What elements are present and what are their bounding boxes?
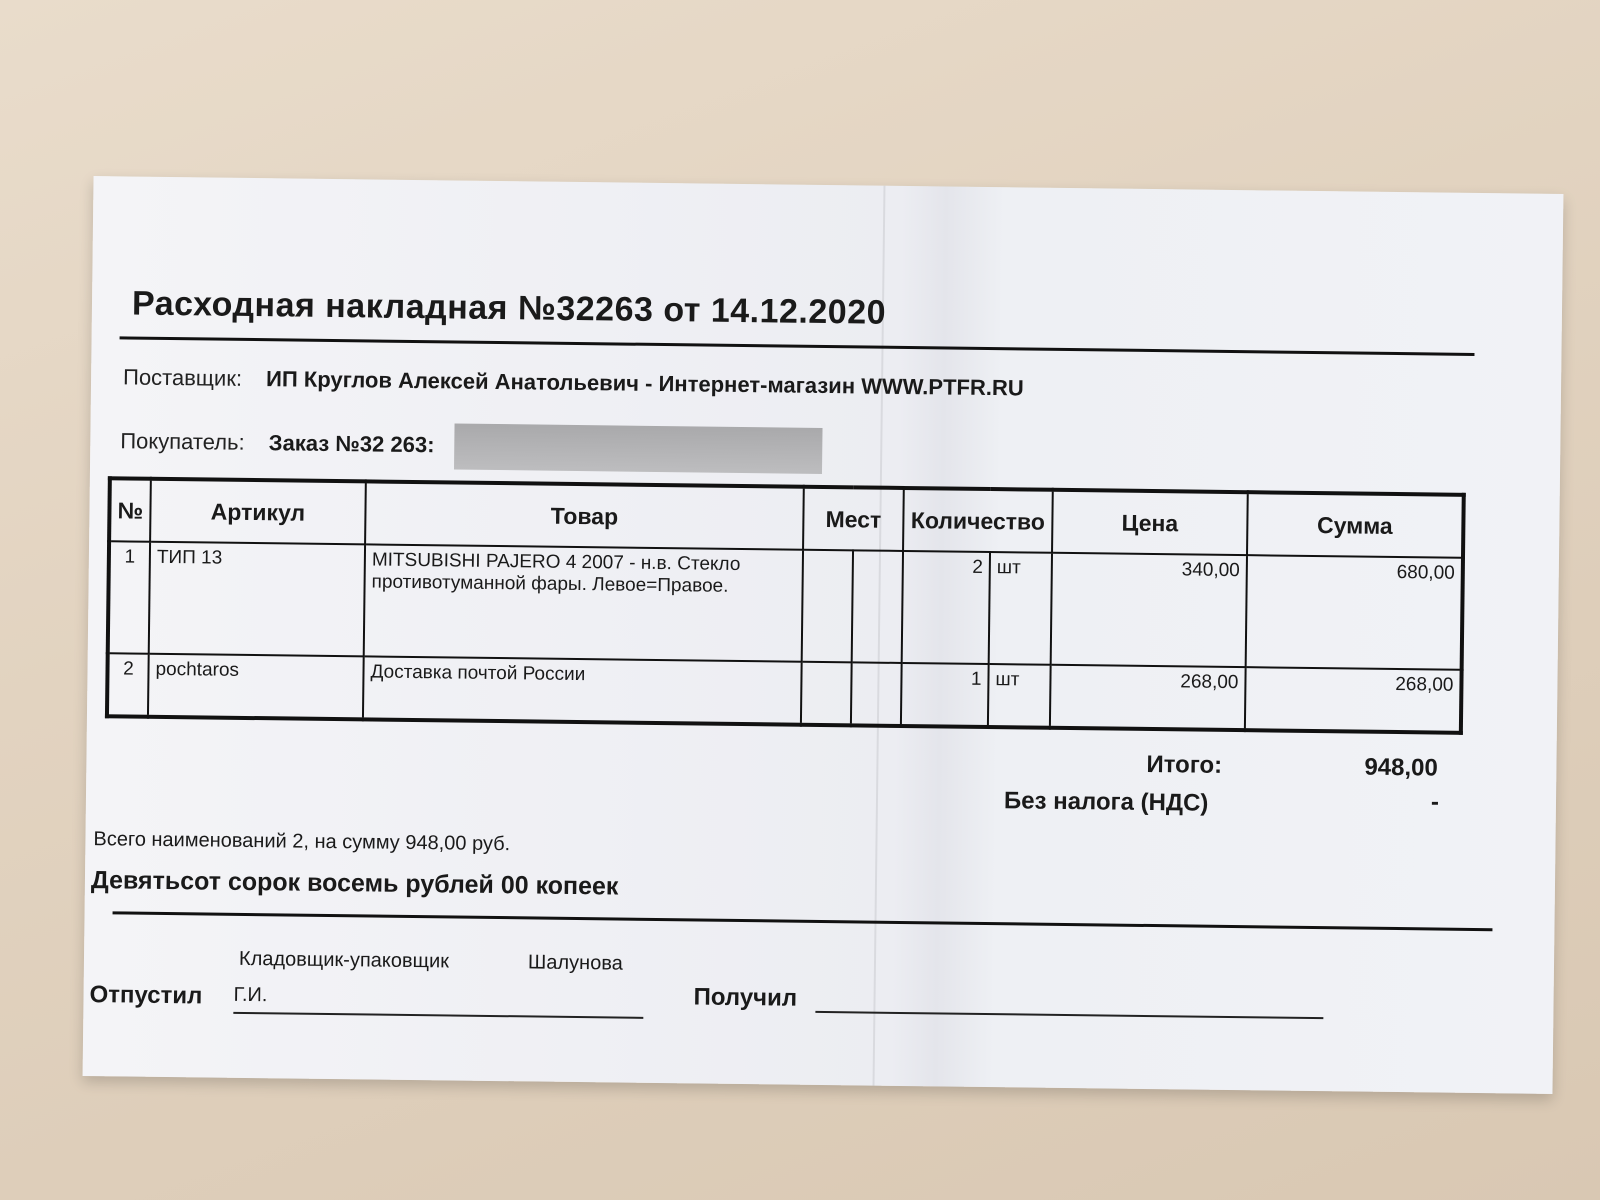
- buyer-line: [120, 419, 823, 474]
- received-signature-line: [815, 1011, 1323, 1019]
- cell-article: pochtaros: [148, 654, 364, 720]
- col-header-article: Артикул: [150, 479, 366, 545]
- table-row: [108, 541, 1463, 670]
- released-position: Кладовщик-упаковщик: [238, 947, 450, 973]
- document-title: Расходная накладная №32263 от 14.12.2020: [131, 284, 887, 332]
- summary-count-line: Всего наименований 2, на сумму 948,00 руб.: [93, 828, 511, 856]
- total-label: Итого:: [1146, 750, 1223, 779]
- buyer-label: Покупатель:: [120, 428, 245, 455]
- redacted-block: [454, 423, 823, 473]
- col-header-places: Мест: [803, 487, 904, 551]
- cell-sum: 680,00: [1246, 555, 1463, 670]
- received-label: Получил: [693, 983, 798, 1012]
- cell-no: 1: [108, 541, 150, 653]
- cell-article: ТИП 13: [149, 542, 365, 657]
- cell-price: 268,00: [1050, 665, 1246, 730]
- items-table: [105, 476, 1466, 735]
- buyer-value: Заказ №32 263:: [268, 430, 435, 458]
- summary-divider: [113, 911, 1493, 931]
- cell-places: [802, 550, 853, 663]
- cell-product: MITSUBISHI PAJERO 4 2007 - н.в. Стекло противотуманной фары. Левое=Правое.: [364, 544, 803, 661]
- col-header-product: Товар: [365, 481, 804, 549]
- tax-value: -: [1430, 788, 1440, 816]
- supplier-value: ИП Круглов Алексей Анатольевич - Интернет-магазин WWW.PTFR.RU: [265, 366, 1024, 401]
- tax-label: Без налога (НДС): [1003, 787, 1209, 817]
- cell-unit: шт: [988, 664, 1051, 728]
- cell-unit: шт: [989, 552, 1052, 665]
- cell-places-extra: [851, 662, 902, 726]
- released-name-initials: Г.И.: [233, 983, 268, 1007]
- cell-product: Доставка почтой России: [363, 656, 802, 724]
- cell-no: 2: [107, 653, 149, 716]
- cell-places: [801, 662, 852, 726]
- released-signature-line: [233, 1012, 643, 1019]
- total-value: 948,00: [1364, 753, 1438, 782]
- released-name-last: Шалунова: [527, 951, 623, 975]
- released-label: Отпустил: [89, 981, 203, 1010]
- supplier-line: [123, 364, 1024, 401]
- cell-sum: 268,00: [1245, 667, 1462, 733]
- title-divider: [120, 336, 1475, 356]
- cell-qty: 2: [902, 551, 990, 664]
- cell-qty: 1: [901, 663, 989, 727]
- supplier-label: Поставщик:: [122, 364, 243, 391]
- col-header-sum: Сумма: [1247, 492, 1464, 558]
- amount-in-words: Девятьсот сорок восемь рублей 00 копеек: [90, 866, 619, 901]
- col-header-price: Цена: [1052, 490, 1248, 555]
- cell-price: 340,00: [1051, 553, 1247, 667]
- col-header-no: №: [109, 478, 151, 541]
- cell-places-extra: [852, 550, 903, 663]
- col-header-quantity: Количество: [903, 488, 1053, 553]
- invoice-paper: [83, 176, 1564, 1094]
